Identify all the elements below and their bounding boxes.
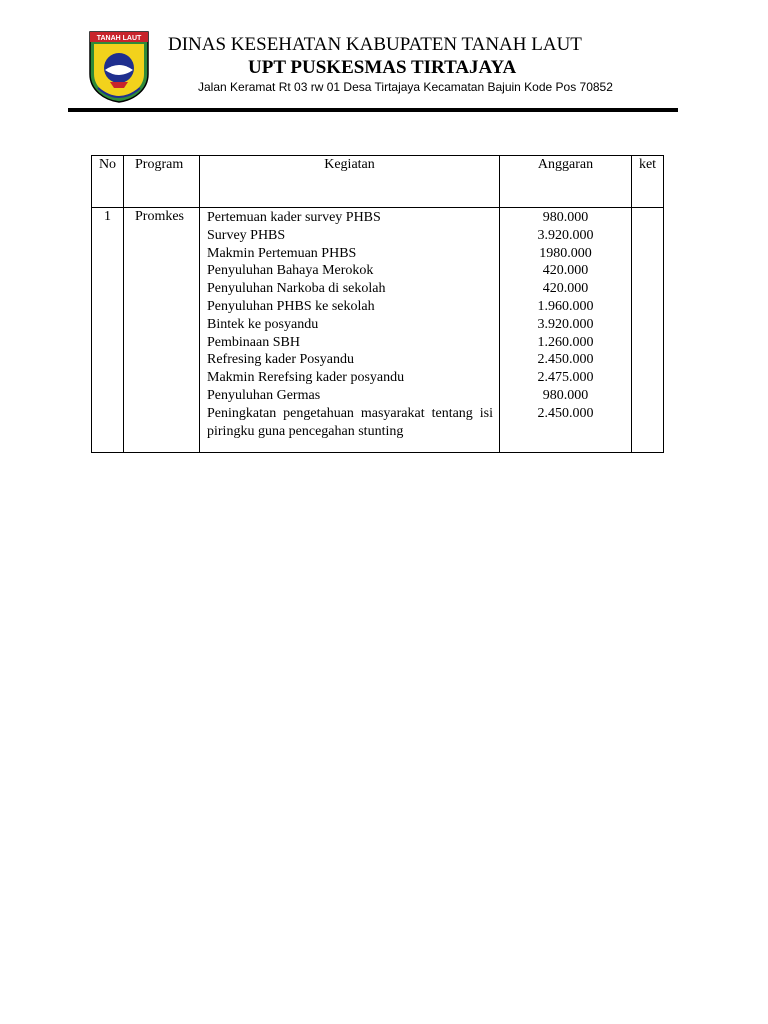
kegiatan-item: Pertemuan kader survey PHBS	[207, 210, 381, 225]
budget-table	[91, 155, 664, 453]
header-program: Program	[124, 156, 200, 208]
tanah-laut-regency-seal	[88, 30, 150, 104]
row-anggaran-list	[500, 208, 632, 453]
kegiatan-item: Makmin Pertemuan PHBS	[207, 245, 357, 261]
kegiatan-item: Pembinaan SBH	[207, 334, 300, 350]
table-header-row	[92, 156, 664, 208]
anggaran-value: 420.000	[542, 263, 589, 279]
kegiatan-item: Penyuluhan Germas	[207, 387, 321, 403]
anggaran-value: 980.000	[542, 210, 589, 225]
kegiatan-item: Bintek ke posyandu	[207, 316, 319, 332]
unit-name: UPT PUSKESMAS TIRTAJAYA	[248, 57, 517, 78]
anggaran-value: 980.000	[542, 387, 589, 403]
kegiatan-item: Penyuluhan PHBS ke sekolah	[207, 298, 375, 314]
kegiatan-item: Penyuluhan Bahaya Merokok	[207, 263, 374, 279]
anggaran-value: 2.450.000	[537, 352, 594, 368]
row-ket	[632, 208, 664, 453]
anggaran-value: 3.920.000	[537, 316, 594, 332]
kegiatan-item: Peningkatan pengetahuan masyarakat tentang isi piringku guna pencegahan stunting	[207, 405, 493, 439]
kegiatan-item: Refresing kader Posyandu	[207, 352, 354, 368]
anggaran-value: 1.260.000	[537, 334, 594, 350]
kegiatan-item: Makmin Rerefsing kader posyandu	[207, 370, 405, 386]
header-kegiatan: Kegiatan	[200, 156, 500, 208]
letterhead-divider	[68, 108, 678, 112]
seal-banner-text: TANAH LAUT	[96, 35, 142, 42]
row-no: 1	[92, 208, 124, 453]
anggaran-value: 3.920.000	[537, 227, 594, 243]
header-no: No	[92, 156, 124, 208]
kegiatan-item: Penyuluhan Narkoba di sekolah	[207, 281, 386, 297]
row-program: Promkes	[124, 208, 200, 453]
address-line: Jalan Keramat Rt 03 rw 01 Desa Tirtajaya Kecamatan Bajuin Kode Pos 70852	[198, 80, 613, 94]
anggaran-value: 1980.000	[539, 245, 592, 261]
anggaran-value: 2.475.000	[537, 370, 594, 386]
agency-name: DINAS KESEHATAN KABUPATEN TANAH LAUT	[168, 34, 582, 55]
anggaran-value: 1.960.000	[537, 298, 594, 314]
header-anggaran: Anggaran	[500, 156, 632, 208]
anggaran-value: 420.000	[542, 281, 589, 297]
kegiatan-item: Survey PHBS	[207, 227, 286, 243]
table-row	[92, 208, 664, 453]
anggaran-value: 2.450.000	[537, 405, 594, 421]
header-ket: ket	[632, 156, 664, 208]
row-kegiatan-list	[200, 208, 500, 453]
